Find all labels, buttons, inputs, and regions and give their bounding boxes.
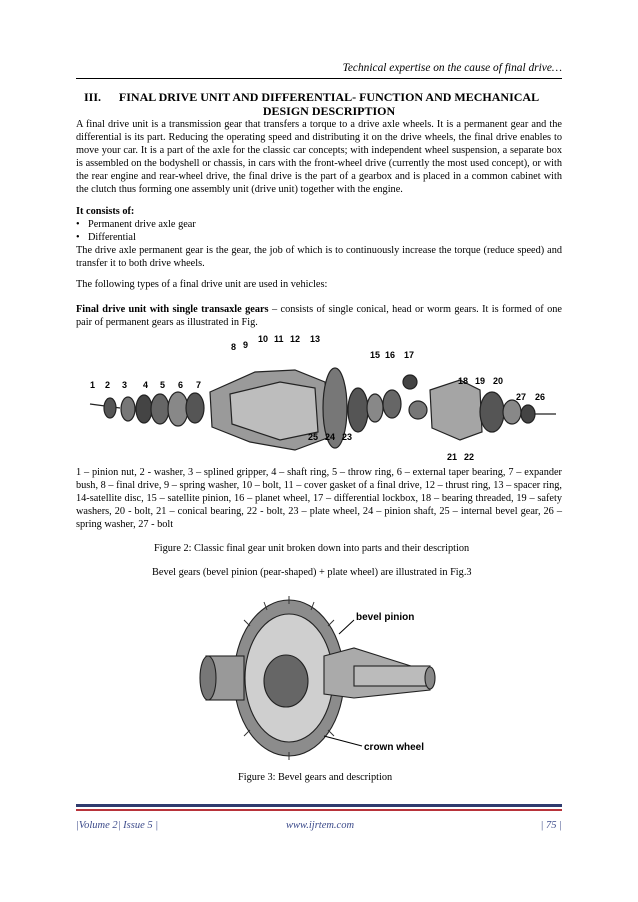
footer-rule-red bbox=[76, 809, 562, 811]
part-number: 21 bbox=[447, 452, 458, 462]
part-number: 5 bbox=[160, 380, 166, 390]
consists-label: It consists of: bbox=[76, 206, 135, 217]
footer-volume: |Volume 2| Issue 5 | bbox=[76, 820, 159, 831]
part-number: 25 bbox=[308, 432, 319, 442]
section-title: FINAL DRIVE UNIT AND DIFFERENTIAL- FUNCTION AND MECHANICAL DESIGN DESCRIPTION bbox=[118, 90, 540, 118]
bullet-item: • Permanent drive axle gear bbox=[76, 219, 196, 230]
crown-wheel-label: crown wheel bbox=[364, 742, 425, 753]
figure-2-exploded-drawing bbox=[80, 332, 564, 462]
footer-page-number: | 75 | bbox=[540, 820, 562, 831]
running-header: Technical expertise on the cause of final drive… bbox=[342, 62, 562, 74]
section-number: III. bbox=[84, 90, 102, 104]
paragraph-intro: A final drive unit is a transmission gear that transfers a torque to a drive axle wheels. It is a permanent gear and the differential is its part. Reducing the operating speed and distributing it on the drive wheels, the final drive enables to move your car. It is a part of the axle for the classic car concepts; with independent wheel suspension, a separate box is assembled on the bodyshell or chassis, in cars with the front-wheel drive (currently the most used concept), or with the rear engine and rear-wheel drive, the final drive is the part of a gearbox and is placed in a common cabinet with the clutch thus forming one assembly unit (drive unit) together with the engine. bbox=[76, 119, 562, 195]
bullet-icon: • bbox=[76, 232, 80, 243]
part-number: 7 bbox=[196, 380, 202, 390]
part-number: 4 bbox=[143, 380, 149, 390]
bullet-item: • Differential bbox=[76, 232, 136, 243]
bevel-pinion-label: bevel pinion bbox=[356, 612, 415, 623]
part-number: 8 bbox=[231, 342, 237, 352]
part-number: 11 bbox=[274, 334, 284, 344]
footer-url[interactable]: www.ijrtem.com bbox=[286, 820, 355, 831]
part-number: 20 bbox=[493, 376, 504, 386]
header-rule bbox=[76, 78, 562, 79]
part-number: 13 bbox=[310, 334, 321, 344]
part-number: 2 bbox=[105, 380, 111, 390]
figure-2-caption: Figure 2: Classic final gear unit broken down into parts and their description bbox=[154, 543, 470, 554]
footer-rule-dark bbox=[76, 804, 562, 807]
part-number: 9 bbox=[243, 340, 249, 350]
part-number: 24 bbox=[325, 432, 336, 442]
part-number: 23 bbox=[342, 432, 353, 442]
components-block bbox=[76, 205, 562, 270]
part-number: 22 bbox=[464, 452, 475, 462]
part-number: 27 bbox=[516, 392, 527, 402]
figure-3-intro: Bevel gears (bevel pinion (pear-shaped) + plate wheel) are illustrated in Fig.3 bbox=[152, 567, 472, 578]
part-number: 12 bbox=[290, 334, 301, 344]
part-number: 18 bbox=[458, 376, 469, 386]
part-number: 15 bbox=[370, 350, 381, 360]
figure-3-bevel-gears-drawing bbox=[194, 586, 444, 766]
part-number: 26 bbox=[535, 392, 546, 402]
part-number: 6 bbox=[178, 380, 184, 390]
paragraph-permanent-gear: The drive axle permanent gear is the gear, the job of which is to continuously increase the torque (reduce speed) and transfer it to both drive wheels. bbox=[76, 245, 562, 269]
figure-3-caption: Figure 3: Bevel gears and description bbox=[238, 772, 393, 783]
part-number: 16 bbox=[385, 350, 396, 360]
paragraph-single-transaxle: Final drive unit with single transaxle gears – consists of single conical, head or worm gears. It is formed of one pair of permanent gears as illustrated in Fig. bbox=[76, 304, 562, 328]
part-number: 3 bbox=[122, 380, 128, 390]
part-number: 10 bbox=[258, 334, 269, 344]
paragraph-types: The following types of a final drive unit are used in vehicles: bbox=[76, 279, 328, 290]
part-number: 17 bbox=[404, 350, 415, 360]
section-heading bbox=[76, 90, 562, 118]
part-number: 1 bbox=[90, 380, 96, 390]
parts-list: 1 – pinion nut, 2 - washer, 3 – splined gripper, 4 – shaft ring, 5 – throw ring, 6 – external taper bearing, 7 – expander bush, 8 – final drive, 9 – spring washer, 10 – bolt, 11 – cover gasket of a final drive, 12 – thrust ring, 13 – spacer ring, 14-satellite disc, 15 – satellite pinion, 16 – planet wheel, 17 – differential lockbox, 18 – bearing threaded, 19 – safety washers, 20 - bolt, 21 – conical bearing, 22 - bolt, 23 – plate wheel, 24 – pinion shaft, 25 – internal bevel gear, 26 – spring washer, 27 - bolt bbox=[76, 467, 562, 530]
part-number: 19 bbox=[475, 376, 486, 386]
bullet-icon: • bbox=[76, 219, 80, 230]
